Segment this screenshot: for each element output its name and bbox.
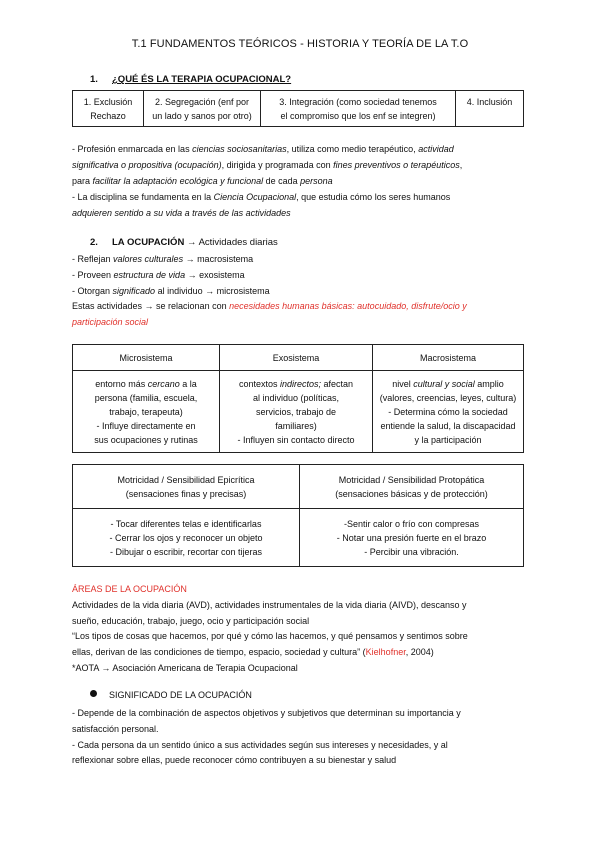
- table-header: Exosistema: [220, 345, 373, 371]
- occupation-list: - Reflejan valores culturales → macrosistema - Proveen estructura de vida → exosistema - Otorgan significado al individuo → microsistema Estas actividades → se relacionan con necesidades humanas básicas: autocuidado, disfrute/ocio y participación social: [72, 252, 542, 331]
- stage-cell: 2. Segregación (enf por un lado y sanos por otro): [144, 91, 261, 127]
- definition-paragraph: - Profesión enmarcada en las ciencias sociosanitarias, utiliza como medio terapéutico, actividad significativa o propositiva (ocupación), dirigida y programada con fines preventivos o terapéuticos, para facilitar la adaptación ecológica y funcional de cada persona: [72, 144, 463, 186]
- areas-heading: ÁREAS DE LA OCUPACIÓN: [72, 584, 187, 594]
- protopathic-header: Motricidad / Sensibilidad Protopática (sensaciones básicas y de protección): [300, 465, 524, 509]
- section-1-number: 1.: [90, 74, 98, 85]
- epicritic-examples: - Tocar diferentes telas e identificarlas - Cerrar los ojos y reconocer un objeto - Dibujar o escribir, recortar con tijeras: [73, 509, 300, 567]
- table-header: Macrosistema: [373, 345, 524, 371]
- significado-heading: SIGNIFICADO DE LA OCUPACIÓN: [90, 690, 252, 700]
- exosystem-cell: contextos indirectos; afectan al individuo (políticas, servicios, trabajo de familiares) - Influyen sin contacto directo: [220, 371, 373, 453]
- systems-table: [72, 344, 524, 453]
- table-header: Microsistema: [73, 345, 220, 371]
- stage-cell: 3. Integración (como sociedad tenemos el compromiso que los enf se integren): [261, 91, 456, 127]
- stages-table: [72, 90, 524, 127]
- microsystem-cell: entorno más cercano a la persona (familia, escuela, trabajo, terapeuta) - Influye directamente en sus ocupaciones y rutinas: [73, 371, 220, 453]
- discipline-paragraph: - La disciplina se fundamenta en la Ciencia Ocupacional, que estudia cómo los seres humanos adquieren sentido a su vida a través de las actividades: [72, 192, 451, 218]
- protopathic-examples: -Sentir calor o frío con compresas - Notar una presión fuerte en el brazo - Percibir una vibración.: [300, 509, 524, 567]
- stage-cell: 4. Inclusión: [456, 91, 524, 127]
- bullet-icon: [90, 690, 97, 697]
- significado-paragraphs: - Depende de la combinación de aspectos objetivos y subjetivos que determinan su importancia y satisfacción personal. - Cada persona da un sentido único a sus actividades según sus intereses y necesidades, y al reflexionar sobre ellas, puede reconocer cómo contribuyen a su bienestar y salud: [72, 708, 461, 766]
- list-item: - Reflejan valores culturales → macrosistema: [72, 254, 254, 264]
- list-item: - Proveen estructura de vida → exosistema: [72, 269, 245, 280]
- section-2-heading: 2. LA OCUPACIÓN → Actividades diarias: [90, 237, 278, 248]
- stage-cell: 1. Exclusión Rechazo: [73, 91, 144, 127]
- epicritic-header: Motricidad / Sensibilidad Epicrítica (sensaciones finas y precisas): [73, 465, 300, 509]
- page-title: T.1 FUNDAMENTOS TEÓRICOS - HISTORIA Y TEORÍA DE LA T.O: [131, 38, 469, 50]
- aota-note: *AOTA → Asociación Americana de Terapia Ocupacional: [72, 662, 298, 673]
- sensibility-table: [72, 464, 524, 567]
- list-item: - Otorgan significado al individuo → microsistema: [72, 285, 270, 296]
- areas-section: ÁREAS DE LA OCUPACIÓN Actividades de la vida diaria (AVD), actividades instrumentales de la vida diaria (AIVD), descanso y sueño, educación, trabajo, juego, ocio y participación social “Los tipos de cosas que hacemos, por qué y cómo las hacemos, y qué pensamos y sentimos sobre ellas, derivan de las condiciones de tiempo, espacio, sociedad y cultura” (Kielhofner, 2004) *AOTA → Asociación Americana de Terapia Ocupacional: [72, 582, 542, 677]
- section-1-title: ¿QUÉ ÉS LA TERAPIA OCUPACIONAL?: [112, 74, 292, 85]
- section-1-heading: [90, 74, 291, 85]
- list-item: Estas actividades → se relacionan con necesidades humanas básicas: autocuidado, disfrute/ocio y: [72, 301, 467, 312]
- macrosystem-cell: nivel cultural y social amplio (valores, creencias, leyes, cultura) - Determina cómo la sociedad entiende la salud, la discapacidad y la participación: [373, 371, 524, 453]
